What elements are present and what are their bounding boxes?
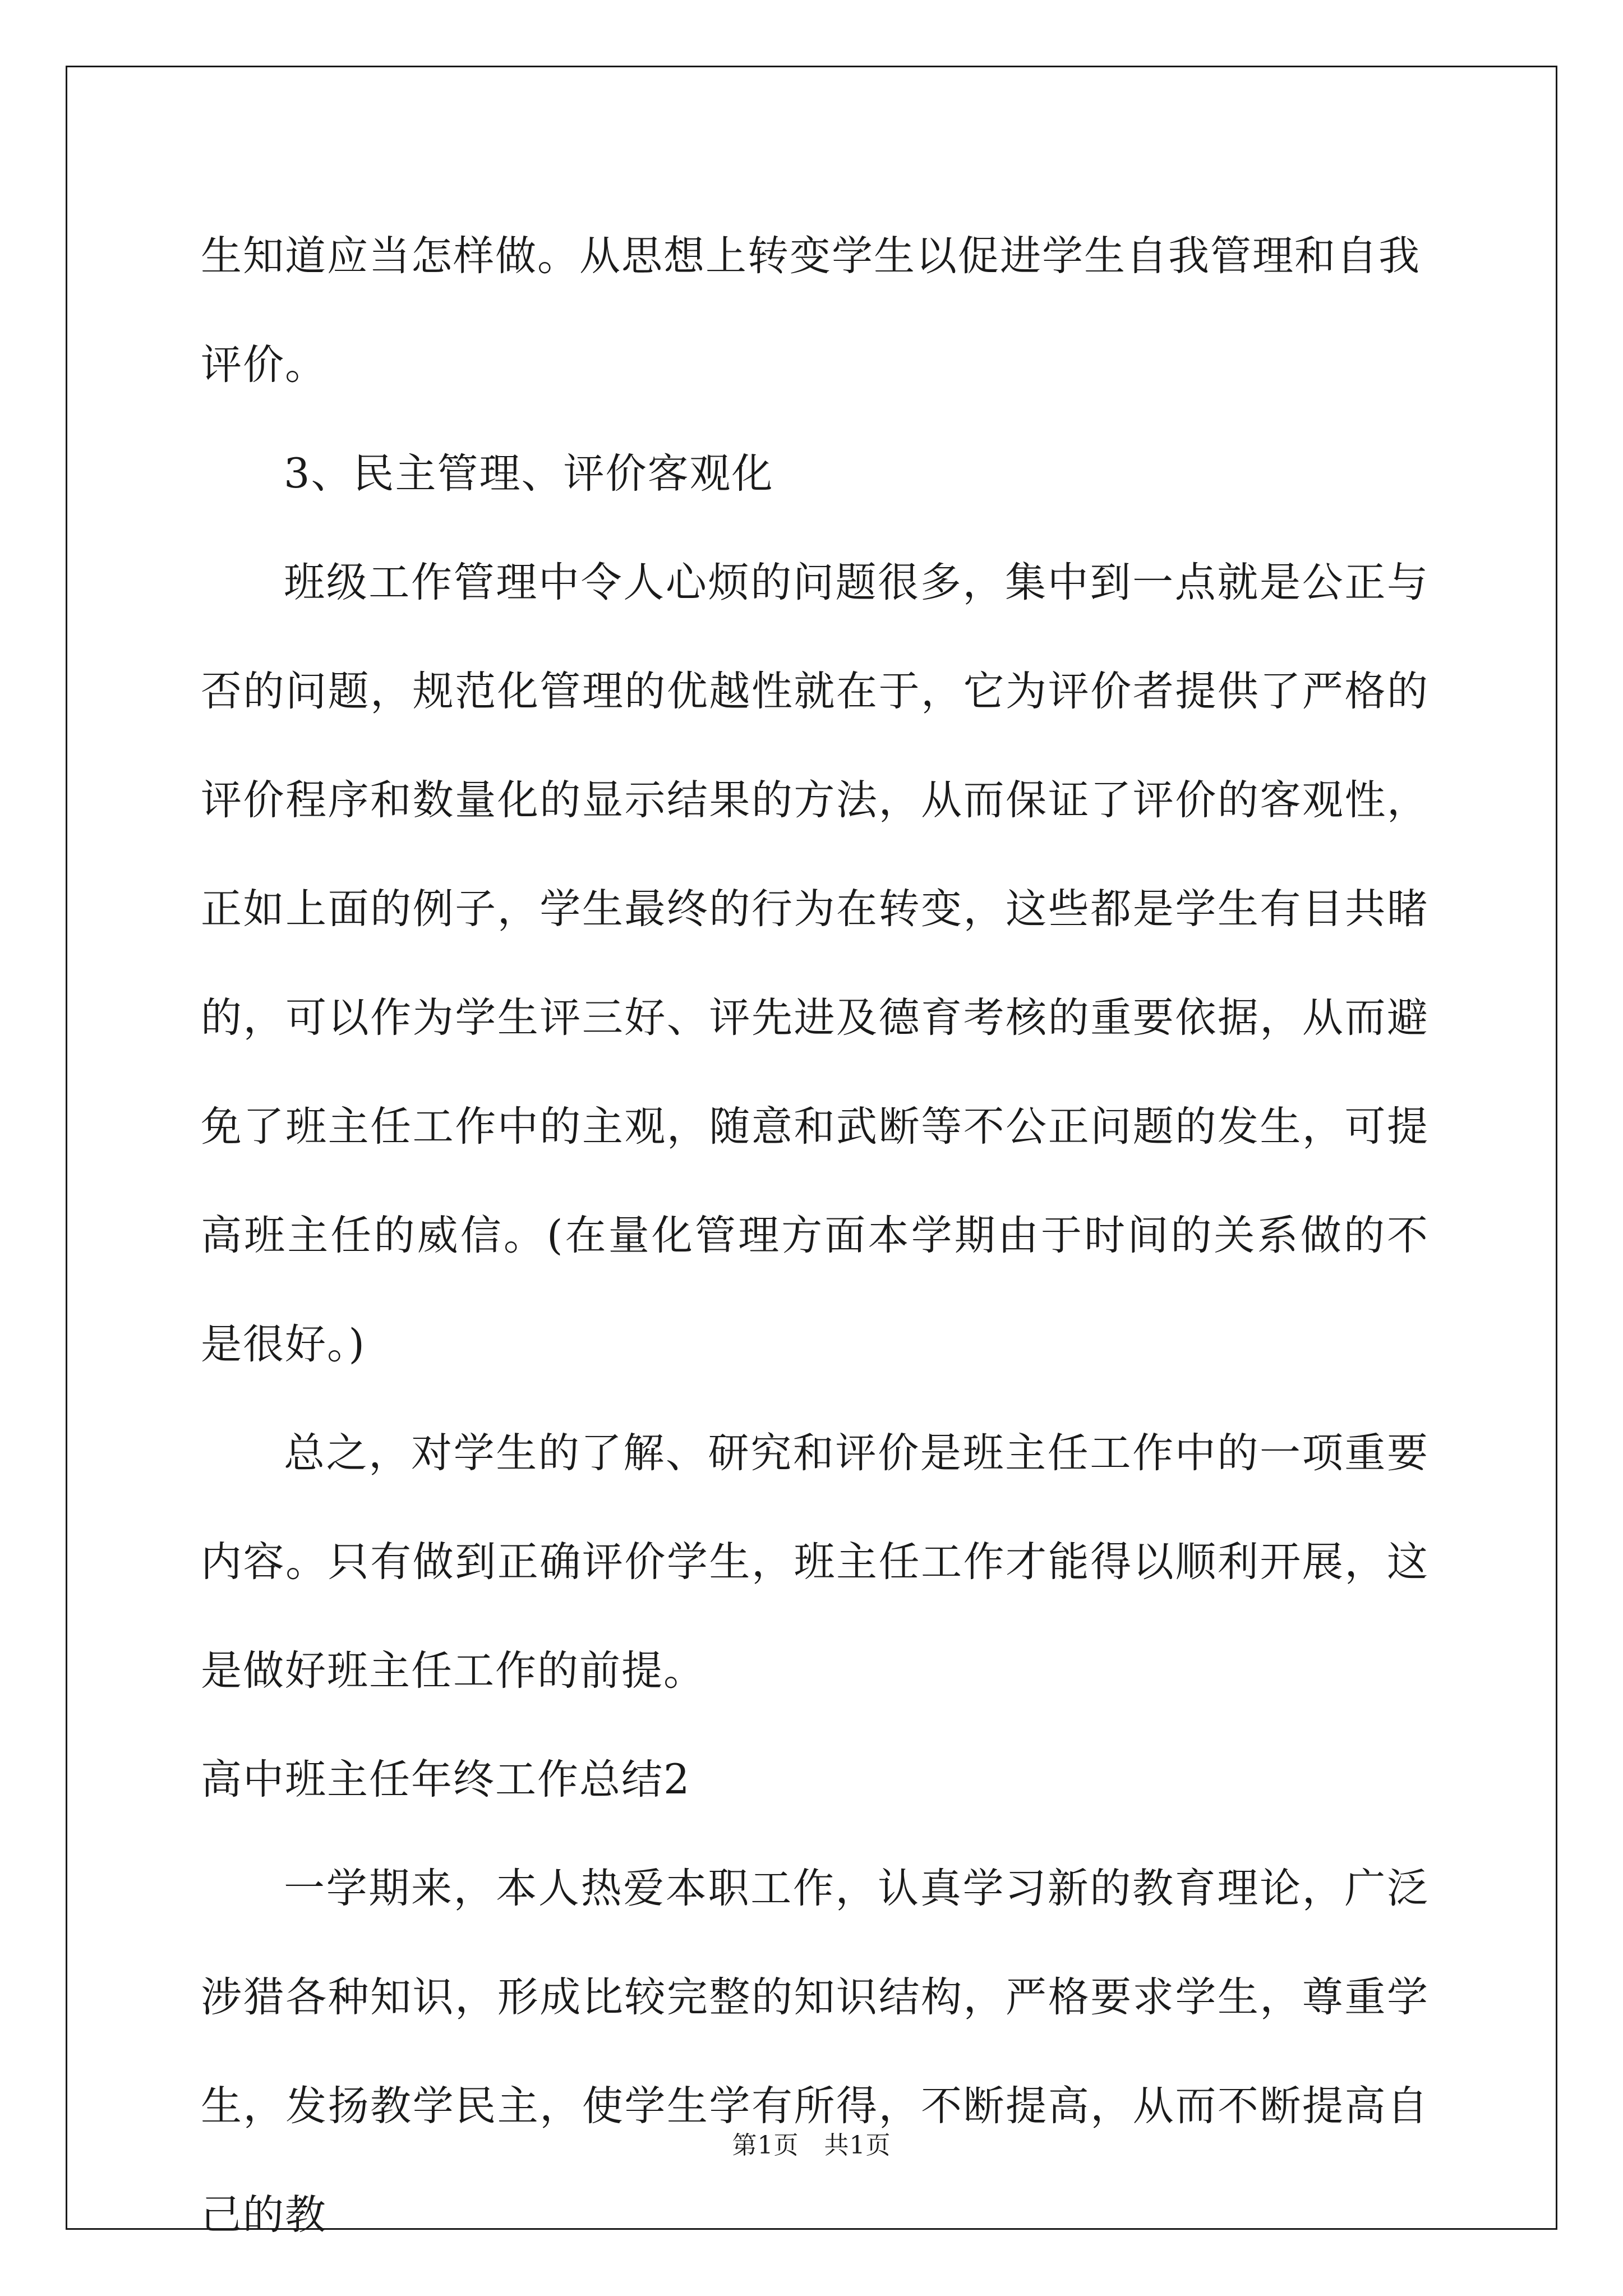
paragraph-summary: 总之，对学生的了解、研究和评价是班主任工作中的一项重要内容。只有做到正确评价学生，班主任工作才能得以顺利开展，这是做好班主任工作的前提。: [201, 1429, 1429, 1695]
paragraph-class-management: 班级工作管理中令人心烦的问题很多，集中到一点就是公正与否的问题，规范化管理的优越性就在于，它为评价者提供了严格的评价程序和数量化的显示结果的方法，从而保证了评价的客观性，正如上面的例子，学生最终的行为在转变，这些都是学生有目共睹的，可以作为学生评三好、评先进及德育考核的重要依据，从而避免了班主任工作中的主观，随意和武断等不公正问题的发生，可提高班主任的威信。(在量化管理方面本学期由于时间的关系做的不是很好。): [201, 559, 1429, 1368]
paragraph-continuation: 生知道应当怎样做。从思想上转变学生以促进学生自我管理和自我评价。: [201, 232, 1421, 389]
document-body: [201, 202, 1429, 2270]
section-heading-democratic-management: 3、民主管理、评价客观化: [284, 450, 774, 498]
article-title-summary-2: 高中班主任年终工作总结2: [201, 1756, 691, 1803]
page-number-footer: 第1页 共1页: [732, 2131, 891, 2160]
paragraph-semester-intro: 一学期来，本人热爱本职工作，认真学习新的教育理论，广泛涉猎各种知识，形成比较完整的知识结构，严格要求学生，尊重学生，发扬教学民主，使学生学有所得，不断提高，从而不断提高自己的教: [201, 1865, 1429, 2239]
